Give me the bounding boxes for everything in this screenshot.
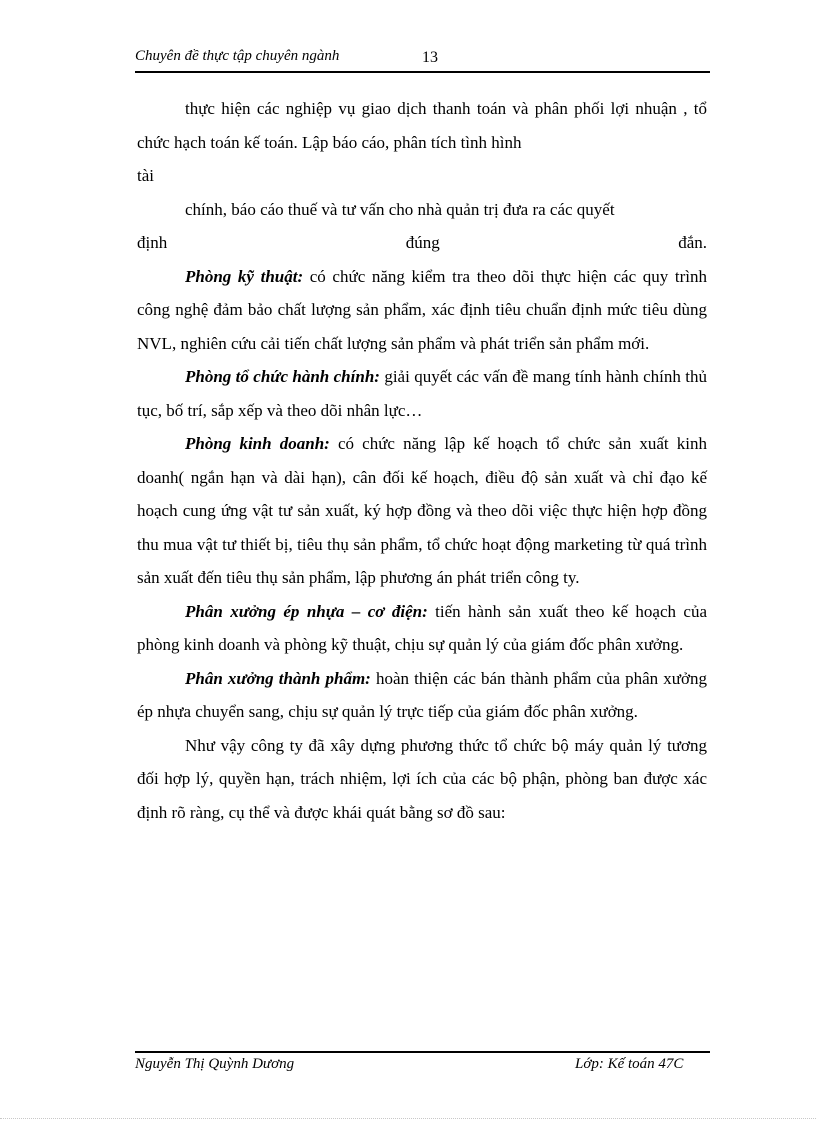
paragraph-accounting-tail: [137, 193, 707, 227]
page-edge-dotted-line: [0, 1118, 816, 1119]
paragraph-admin-dept: [137, 360, 707, 427]
paragraph-text: Như vậy công ty đã xây dựng phương thức tổ chức bộ máy quản lý tương đối hợp lý, quyền hạn, trách nhiệm, lợi ích của các bộ phận, phòng ban được xác định rõ ràng, cụ thể và được khái quát bằng sơ đồ sau:: [137, 735, 707, 822]
page-number: 13: [422, 49, 438, 66]
section-heading: Phân xưởng thành phẩm:: [185, 668, 371, 688]
paragraph-plastic-workshop: [137, 595, 707, 662]
section-heading: Phân xưởng ép nhựa – cơ điện:: [185, 601, 428, 621]
paragraph-text: tiến hành sản xuất theo kế hoạch của phòng kinh doanh và phòng kỹ thuật, chịu sự quản lý của giám đốc phân xưởng.: [137, 601, 708, 654]
page-header: [135, 48, 710, 70]
paragraph-accounting-continued: [137, 92, 707, 159]
paragraph-text: có chức năng lập kế hoạch tổ chức sản xuất kinh doanh( ngắn hạn và dài hạn), cân đối kế hoạch, điều độ sản xuất và chỉ đạo kế hoạch cung ứng vật tư sản xuất, ký hợp đồng và theo dõi việc thực hiện hợp đồng thu mua vật tư thiết bị, tiêu thụ sản phẩm, tổ chức hoạt động marketing từ quá trình sản xuất đến tiêu thụ sản phẩm, lập phương án phát triển công ty.: [137, 434, 707, 587]
footer-rule: [135, 1051, 710, 1053]
paragraph-text: hoàn thiện các bán thành phẩm của phân xưởng ép nhựa chuyển sang, chịu sự quản lý trực tiếp của giám đốc phân xưởng.: [137, 668, 707, 721]
header-title: Chuyên đề thực tập chuyên ngành: [135, 48, 340, 64]
paragraph-text: định đúng đắn.: [137, 233, 707, 252]
paragraph-fragment: [137, 159, 707, 193]
header-rule: [135, 71, 710, 73]
paragraph-accounting-last-line: [137, 226, 707, 260]
footer-class: Lớp: Kế toán 47C: [575, 1056, 684, 1072]
section-heading: Phòng kinh doanh:: [185, 434, 330, 453]
paragraph-text: có chức năng kiểm tra theo dõi thực hiện các quy trình công nghệ đảm bảo chất lượng sản phẩm, xác định tiêu chuẩn định mức tiêu dùng NVL, nghiên cứu cải tiến chất lượng sản phẩm và phát triển sản phẩm mới.: [137, 266, 707, 353]
paragraph-text: chính, báo cáo thuế và tư vấn cho nhà quản trị đưa ra các quyết: [185, 199, 615, 219]
footer-author: Nguyễn Thị Quỳnh Dương: [135, 1056, 295, 1072]
paragraph-text: tài: [137, 166, 154, 185]
paragraph-text: giải quyết các vấn đề mang tính hành chính thủ tục, bố trí, sắp xếp và theo dõi nhân lực…: [137, 367, 707, 420]
paragraph-text: thực hiện các nghiệp vụ giao dịch thanh toán và phân phối lợi nhuận , tổ chức hạch toán kế toán. Lập báo cáo, phân tích tình hình: [137, 99, 707, 152]
document-body: [137, 92, 707, 829]
paragraph-finished-goods-workshop: [137, 662, 707, 729]
paragraph-business-dept: [137, 427, 707, 595]
paragraph-summary: [137, 729, 707, 830]
paragraph-technical-dept: [137, 260, 707, 361]
section-heading: Phòng kỹ thuật:: [185, 266, 304, 286]
section-heading: Phòng tổ chức hành chính:: [185, 367, 380, 386]
